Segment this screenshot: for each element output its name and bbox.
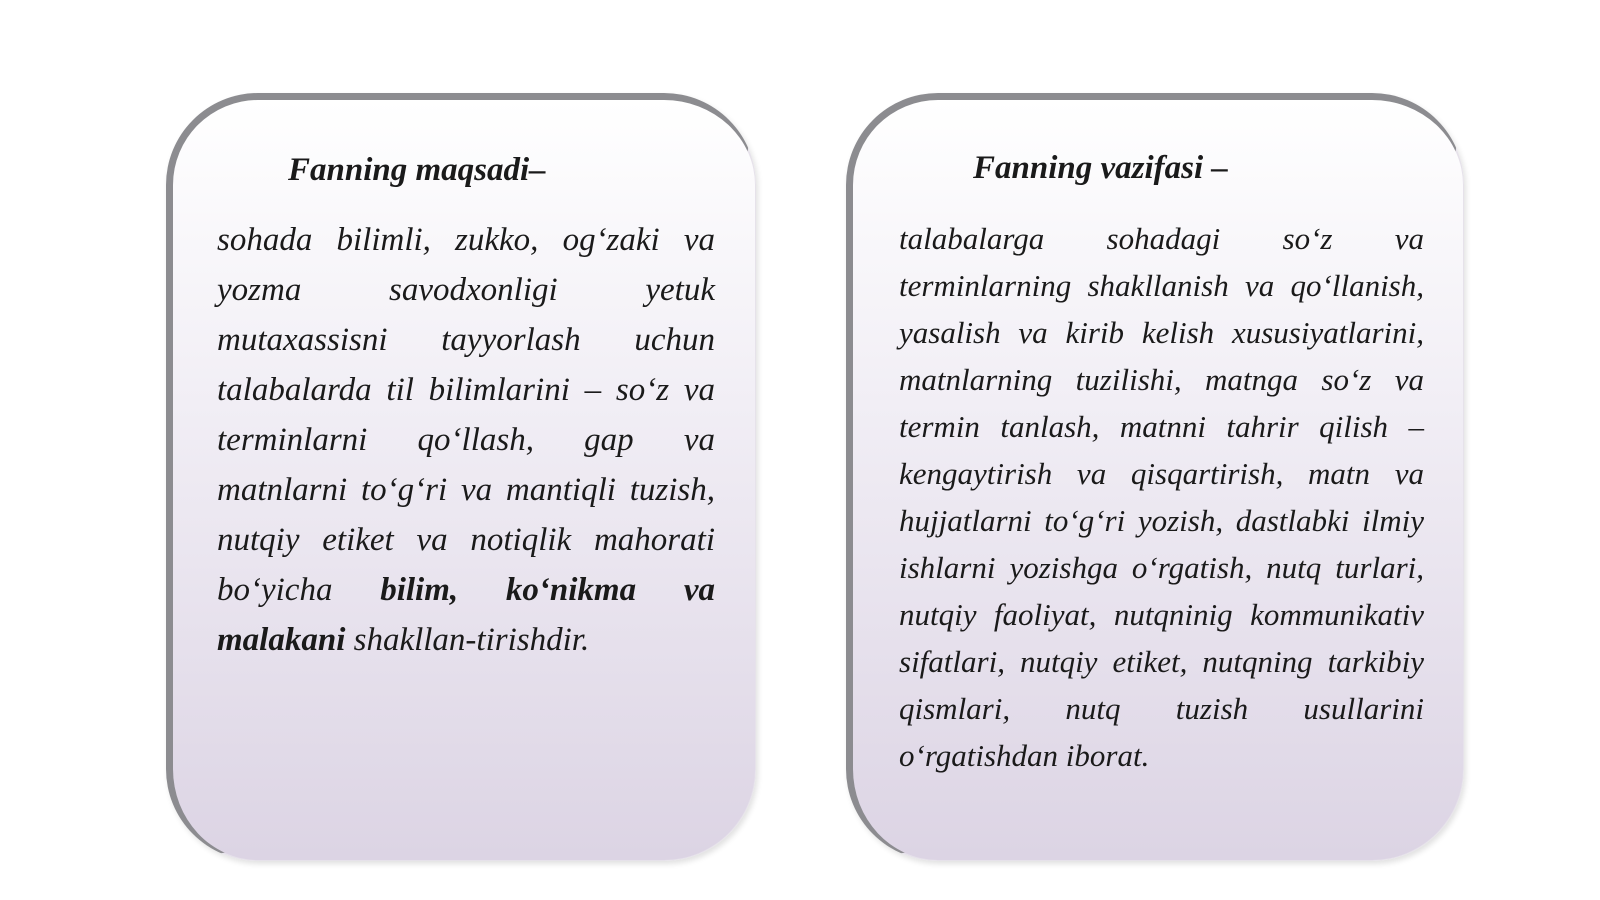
tasks-text: talabalarga sohadagi so‘z va terminlarning shakllanish va qo‘llanish, yasalish va kirib kelish xususiyatlarini, matnlarning tuzilishi, matnga so‘z va termin tanlash, matnni tahrir qilish – kengaytirish va qisqartirish, matn va hujjatlarni to‘g‘ri yozish, dastlabki ilmiy ishlarni yozishga o‘rgatish, nutq turlari, nutqiy faoliyat, nutqninig kommunikativ sifatlari, nutqiy etiket, nutqning tarkibiy qismlari, nutq tuzish usullarini o‘rgatishdan iborat.	[899, 221, 1424, 773]
tasks-card	[846, 93, 1464, 861]
goal-text	[217, 215, 715, 665]
goal-card	[166, 93, 756, 861]
goal-text-emphasis: bilim, ko‘nikma va malakani	[217, 572, 715, 658]
goal-text-part2: shakllan-tirishdir.	[345, 622, 590, 658]
tasks-title: Fanning vazifasi –	[973, 150, 1228, 186]
goal-title: Fanning maqsadi–	[288, 152, 546, 188]
goal-text-part1: sohada bilimli, zukko, og‘zaki va yozma savodxonligi yetuk mutaxassisni tayyorlash uchun talabalarda til bilimlarini – so‘z va terminlarni qo‘llash, gap va matnlarni to‘g‘ri va mantiqli tuzish, nutqiy etiket va notiqlik mahorati bo‘yicha	[217, 222, 715, 608]
